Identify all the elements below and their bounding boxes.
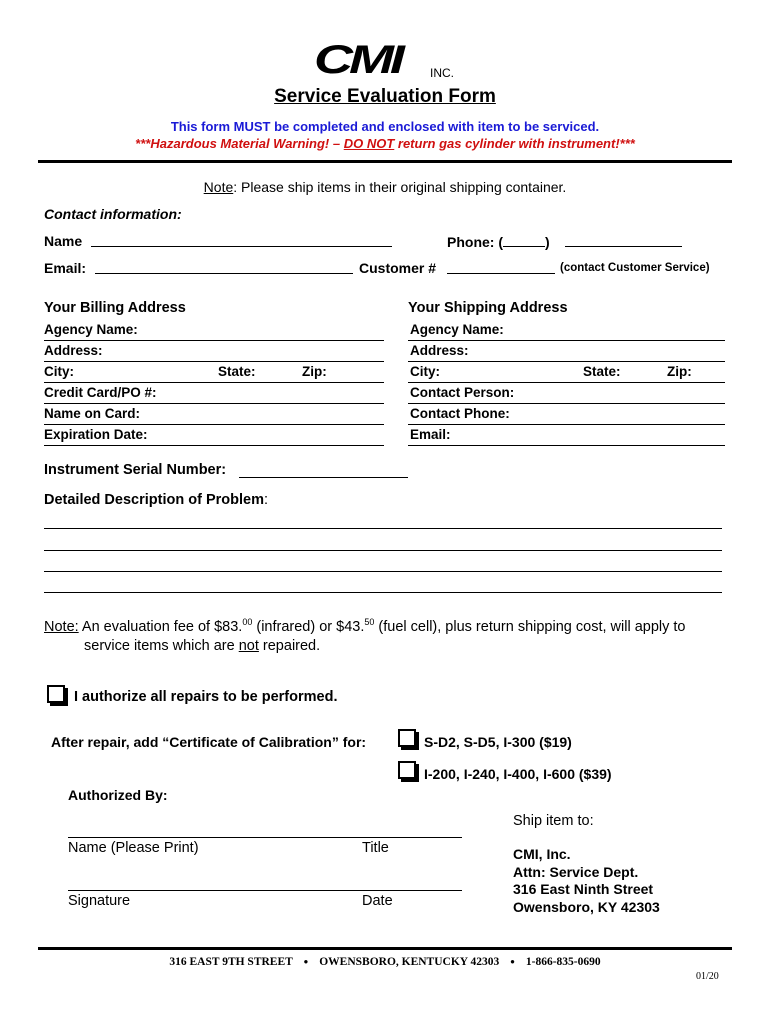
footer-bullet-1: ● (303, 957, 309, 966)
ship-to-line-3: 316 East Ninth Street (513, 881, 654, 897)
problem-label (44, 492, 268, 508)
hazard-prefix: ***Hazardous Material Warning! – (135, 136, 344, 151)
fee-note-part1: An evaluation fee of $83. (78, 618, 243, 635)
billing-expiration-row[interactable] (44, 424, 384, 446)
phone-close: ) (545, 234, 550, 250)
phone-number-field[interactable] (565, 246, 682, 247)
problem-line-4[interactable] (44, 592, 722, 593)
problem-line-3[interactable] (44, 571, 722, 572)
problem-line-1[interactable] (44, 528, 722, 529)
shipping-address-block (408, 319, 725, 449)
shipping-city-row[interactable] (408, 361, 725, 383)
fee-note-not: not (238, 637, 259, 654)
ship-note-text: : Please ship items in their original shipping container. (233, 179, 567, 195)
serial-number-field[interactable] (239, 477, 408, 478)
billing-name-on-card-label: Name on Card: (44, 406, 141, 421)
must-complete-notice: This form MUST be completed and enclosed with item to be serviced. (170, 119, 600, 134)
ship-to-address (513, 846, 660, 916)
ship-to-line-1: CMI, Inc. (513, 846, 571, 862)
billing-expiration-label: Expiration Date: (44, 427, 148, 442)
name-print-label: Name (Please Print) (68, 840, 199, 856)
fee-note (44, 613, 734, 656)
signature-label: Signature (68, 893, 131, 909)
serial-number-label: Instrument Serial Number: (44, 462, 227, 478)
shipping-contact-phone-label: Contact Phone: (410, 406, 510, 421)
phone-open: Phone: ( (447, 234, 503, 250)
footer-street: 316 EAST 9TH STREET (169, 956, 293, 968)
shipping-agency-label: Agency Name: (410, 322, 504, 337)
shipping-zip-label: Zip: (667, 364, 692, 379)
billing-credit-label: Credit Card/PO #: (44, 385, 157, 400)
date-label: Date (362, 893, 393, 909)
billing-city-row[interactable] (44, 361, 384, 383)
customer-hint: (contact Customer Service) (560, 262, 710, 274)
shipping-address-label: Address: (410, 343, 469, 358)
billing-address-block (44, 319, 384, 449)
fee-note-label: Note: (44, 618, 79, 635)
fee-note-sup2: 50 (364, 617, 375, 627)
hazard-warning (0, 136, 770, 151)
billing-credit-row[interactable] (44, 382, 384, 404)
checkbox-icon (398, 729, 416, 747)
shipping-state-label: State: (583, 364, 621, 379)
shipping-city-label: City: (410, 364, 440, 379)
fee-note-line-1 (44, 613, 734, 637)
logo-suffix: INC. (430, 66, 454, 80)
fee-note-line2-post: repaired. (258, 637, 321, 654)
fee-note-part3: (fuel cell), plus return shipping cost, will apply to (374, 618, 686, 635)
ship-to-heading: Ship item to: (513, 813, 594, 829)
name-label: Name (44, 233, 83, 249)
calibration-option-1-checkbox[interactable] (398, 729, 416, 752)
name-field[interactable] (91, 246, 392, 247)
calibration-option-1-label: S-D2, S-D5, I-300 ($19) (424, 734, 572, 750)
authorize-label: I authorize all repairs to be performed. (74, 689, 338, 705)
hazard-suffix: return gas cylinder with instrument!*** (394, 136, 635, 151)
shipping-agency-row[interactable] (408, 319, 725, 341)
shipping-contact-person-label: Contact Person: (410, 385, 515, 400)
checkbox-icon (47, 685, 65, 703)
shipping-email-label: Email: (410, 427, 451, 442)
fee-note-part2: (infrared) or $43. (252, 618, 365, 635)
fee-note-line2-pre: service items which are (84, 637, 239, 654)
authorized-by-label: Authorized By: (68, 787, 168, 803)
logo-text: CMI (314, 38, 401, 82)
signature-line[interactable] (68, 890, 462, 891)
billing-address-row[interactable] (44, 340, 384, 362)
billing-state-label: State: (218, 364, 256, 379)
shipping-email-row[interactable] (408, 424, 725, 446)
authorize-checkbox[interactable] (47, 685, 65, 708)
problem-line-2[interactable] (44, 550, 722, 551)
company-logo (314, 38, 464, 82)
footer-divider (38, 947, 732, 950)
calibration-option-2-label: I-200, I-240, I-400, I-600 ($39) (424, 766, 612, 782)
phone-label (447, 233, 550, 250)
fee-note-sup1: 00 (242, 617, 253, 627)
billing-agency-label: Agency Name: (44, 322, 138, 337)
calibration-label: After repair, add “Certificate of Calibration” for: (51, 734, 367, 750)
calibration-option-2-checkbox[interactable] (398, 761, 416, 784)
billing-zip-label: Zip: (302, 364, 327, 379)
customer-number-label: Customer # (359, 260, 437, 276)
email-label: Email: (44, 260, 87, 276)
shipping-heading: Your Shipping Address (408, 300, 568, 316)
footer-phone: 1-866-835-0690 (525, 956, 601, 968)
fee-note-line-2 (44, 637, 734, 656)
shipping-contact-person-row[interactable] (408, 382, 725, 404)
billing-agency-row[interactable] (44, 319, 384, 341)
contact-heading: Contact information: (44, 206, 182, 222)
problem-label-text: Detailed Description of Problem (44, 492, 264, 508)
billing-address-label: Address: (44, 343, 103, 358)
shipping-contact-phone-row[interactable] (408, 403, 725, 425)
billing-heading: Your Billing Address (44, 300, 186, 316)
footer-address (0, 956, 770, 968)
footer-bullet-2: ● (510, 957, 516, 966)
footer-city: OWENSBORO, KENTUCKY 42303 (319, 956, 500, 968)
problem-label-colon: : (263, 492, 268, 508)
ship-to-line-4: Owensboro, KY 42303 (513, 898, 660, 915)
ship-to-line-2: Attn: Service Dept. (513, 863, 639, 880)
hazard-do-not: DO NOT (343, 136, 395, 151)
phone-area-field[interactable] (503, 233, 545, 247)
ship-note (0, 179, 770, 195)
page-title: Service Evaluation Form (274, 86, 496, 107)
title-label: Title (362, 840, 389, 856)
form-version: 01/20 (696, 971, 719, 982)
billing-city-label: City: (44, 364, 74, 379)
checkbox-icon (398, 761, 416, 779)
name-print-line[interactable] (68, 837, 462, 838)
email-field[interactable] (95, 273, 353, 274)
shipping-address-row[interactable] (408, 340, 725, 362)
billing-name-on-card-row[interactable] (44, 403, 384, 425)
header-divider (38, 160, 732, 163)
ship-note-label: Note (203, 179, 234, 195)
customer-number-field[interactable] (447, 273, 555, 274)
